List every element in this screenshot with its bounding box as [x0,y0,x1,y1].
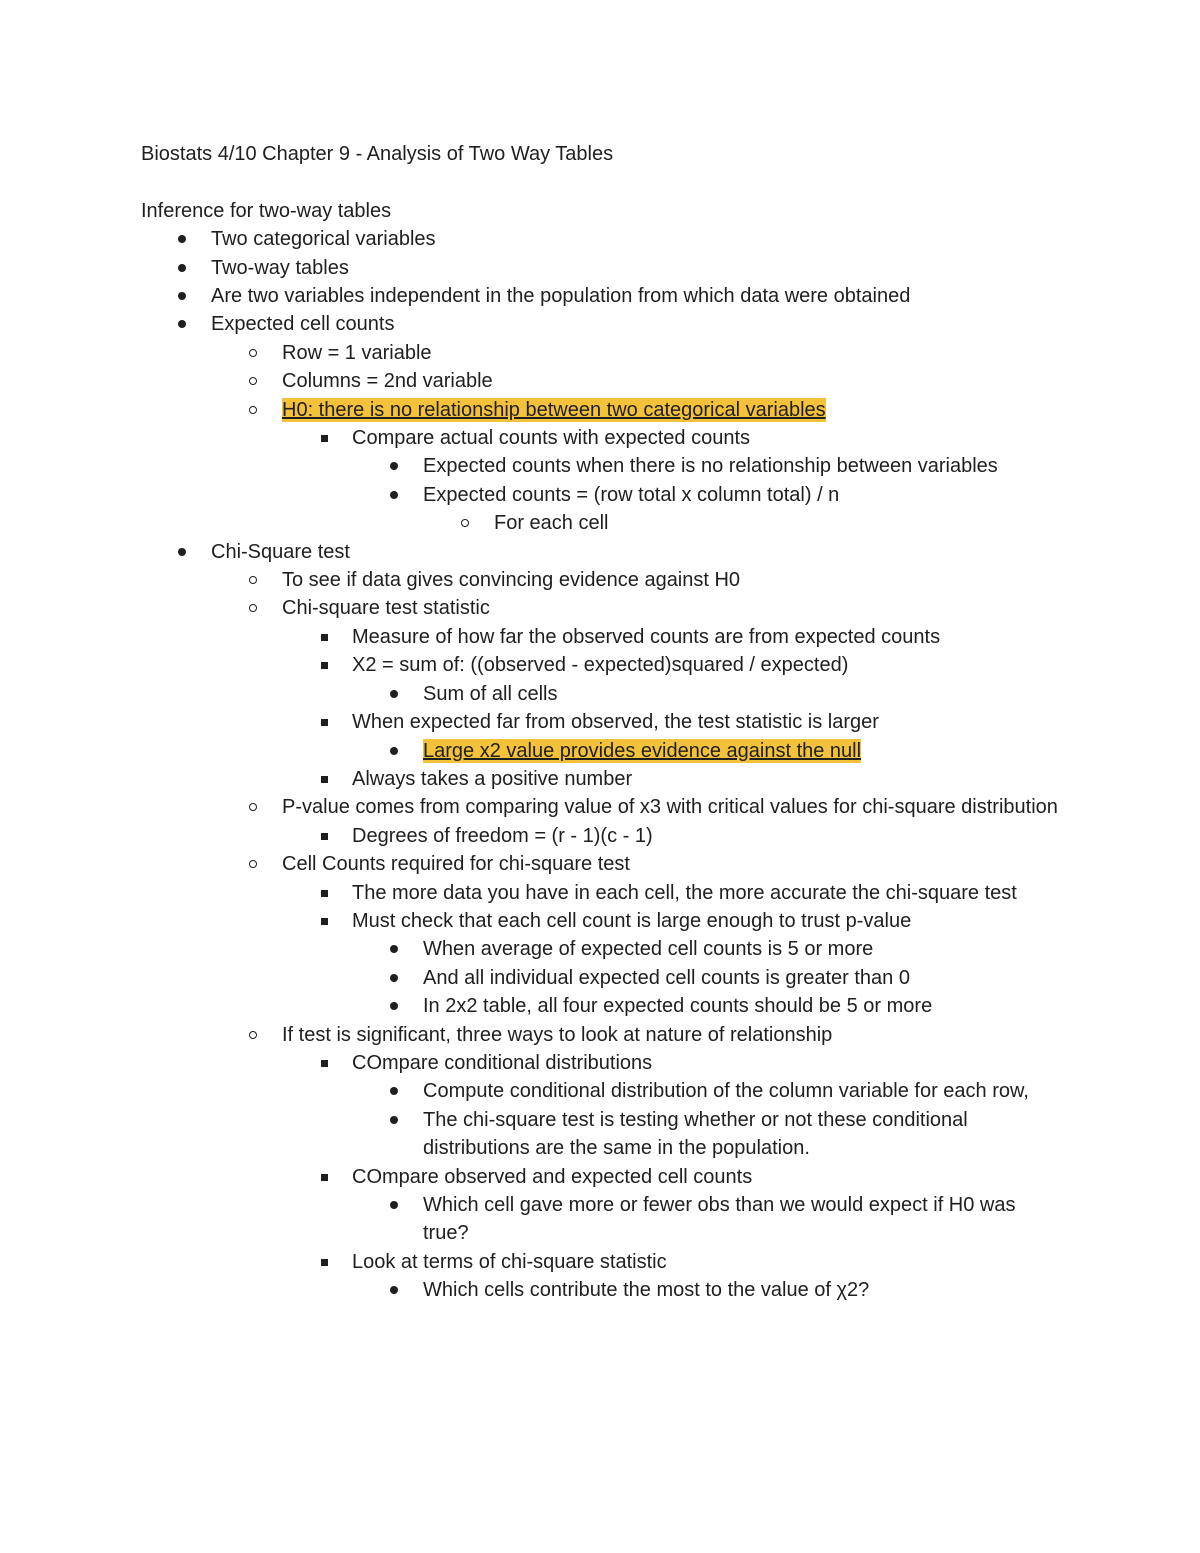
document-title: Biostats 4/10 Chapter 9 - Analysis of Two Way Tables [141,143,614,165]
list-item: Measure of how far the observed counts are from expected counts [141,623,1061,651]
list-item: Always takes a positive number [141,765,1061,793]
disc-bullet-icon [387,491,401,499]
circle-bullet-icon [246,576,260,585]
circle-bullet-icon [246,406,260,415]
list-item: Row = 1 variable [141,339,1061,367]
circle-bullet-icon [458,519,472,528]
square-bullet-icon [317,776,331,783]
list-item: Are two variables independent in the population from which data were obtained [141,282,1061,310]
disc-bullet-icon [175,235,189,243]
list-item: Expected counts = (row total x column total) / n [141,481,1061,509]
section-heading: Inference for two-way tables [141,199,392,222]
list-item: Chi-Square test [141,538,1061,566]
disc-bullet-icon [175,264,189,272]
circle-bullet-icon [246,604,260,613]
disc-bullet-icon [175,548,189,556]
circle-bullet-icon [246,349,260,358]
list-item: Columns = 2nd variable [141,367,1061,395]
list-item: Two categorical variables [141,225,1061,253]
list-item [141,396,1061,424]
square-bullet-icon [317,634,331,641]
disc-bullet-icon [387,1087,401,1095]
disc-bullet-icon [387,747,401,755]
list-item: Which cells contribute the most to the value of χ2? [141,1276,1061,1304]
list-item: When average of expected cell counts is 5 or more [141,935,1061,963]
list-item: Look at terms of chi-square statistic [141,1248,1061,1276]
square-bullet-icon [317,833,331,840]
list-item: Sum of all cells [141,680,1061,708]
circle-bullet-icon [246,377,260,386]
list-item: X2 = sum of: ((observed - expected)squared / expected) [141,651,1061,679]
highlighted-text: H0: there is no relationship between two categorical variables [282,398,826,421]
list-item: Two-way tables [141,254,1061,282]
disc-bullet-icon [387,1116,401,1124]
blank-line [141,168,1061,196]
disc-bullet-icon [387,1002,401,1010]
square-bullet-icon [317,918,331,925]
list-item [141,737,1061,765]
square-bullet-icon [317,1259,331,1266]
highlighted-text: Large x2 value provides evidence against the null [423,739,862,762]
list-item: When expected far from observed, the test statistic is larger [141,708,1061,736]
circle-bullet-icon [246,860,260,869]
square-bullet-icon [317,662,331,669]
list-item: Must check that each cell count is large enough to trust p-value [141,907,1061,935]
list-item: Expected cell counts [141,310,1061,338]
document-body [141,140,1061,1305]
disc-bullet-icon [387,690,401,698]
list-item: Cell Counts required for chi-square test [141,850,1061,878]
list-item: Degrees of freedom = (r - 1)(c - 1) [141,822,1061,850]
list-item: Compute conditional distribution of the column variable for each row, [141,1077,1061,1105]
disc-bullet-icon [387,1286,401,1294]
list-item: P-value comes from comparing value of x3 with critical values for chi-square distribution [141,793,1061,821]
list-item: Compare actual counts with expected counts [141,424,1061,452]
disc-bullet-icon [387,974,401,982]
square-bullet-icon [317,1060,331,1067]
list-item: The more data you have in each cell, the more accurate the chi-square test [141,879,1061,907]
square-bullet-icon [317,719,331,726]
disc-bullet-icon [387,462,401,470]
square-bullet-icon [317,1174,331,1181]
list-item: COmpare observed and expected cell counts [141,1163,1061,1191]
list-item: If test is significant, three ways to look at nature of relationship [141,1021,1061,1049]
list-item: Chi-square test statistic [141,594,1061,622]
list-item: The chi-square test is testing whether or not these conditional distributions are the same in the population. [141,1106,1061,1163]
list-item: COmpare conditional distributions [141,1049,1061,1077]
disc-bullet-icon [387,945,401,953]
disc-bullet-icon [175,320,189,328]
circle-bullet-icon [246,1031,260,1040]
list-item: And all individual expected cell counts is greater than 0 [141,964,1061,992]
disc-bullet-icon [387,1201,401,1209]
list-item: In 2x2 table, all four expected counts should be 5 or more [141,992,1061,1020]
square-bullet-icon [317,435,331,442]
square-bullet-icon [317,890,331,897]
circle-bullet-icon [246,803,260,812]
list-item: Expected counts when there is no relationship between variables [141,452,1061,480]
list-item: Which cell gave more or fewer obs than we would expect if H0 was true? [141,1191,1061,1248]
list-item: To see if data gives convincing evidence against H0 [141,566,1061,594]
list-item: For each cell [141,509,1061,537]
disc-bullet-icon [175,292,189,300]
